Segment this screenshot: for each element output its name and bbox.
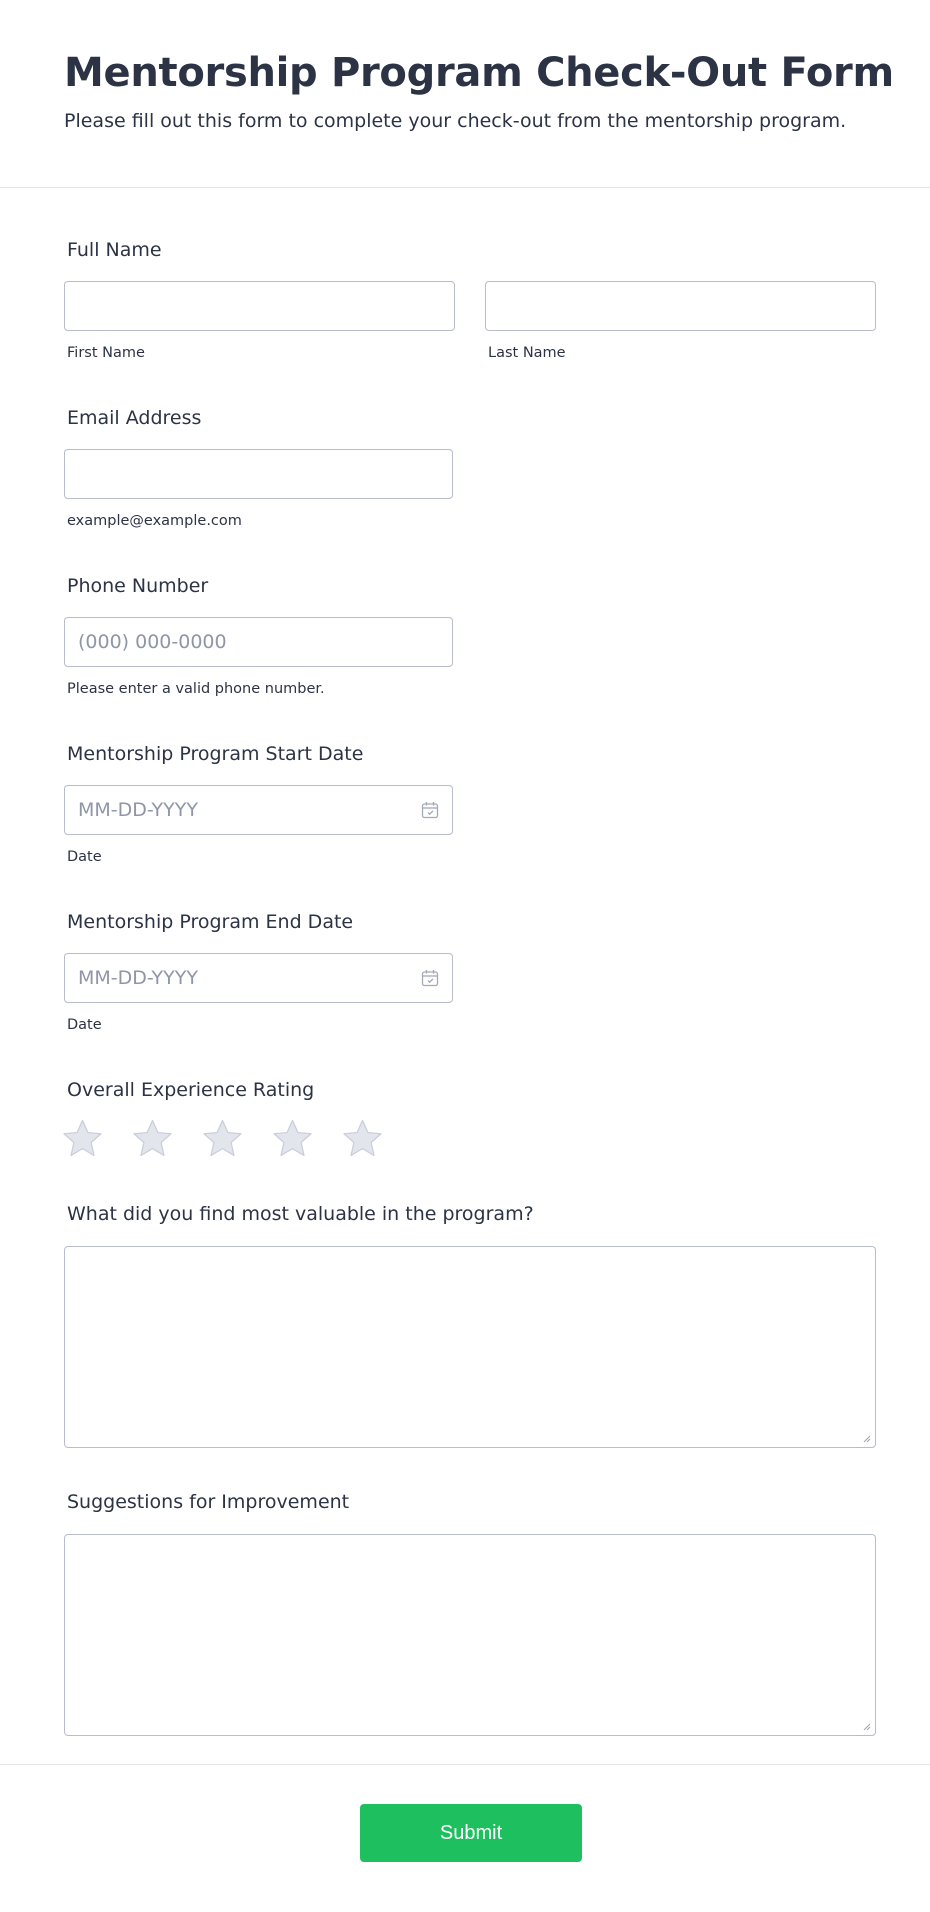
last-name-input[interactable] [485,281,876,331]
submit-button[interactable]: Submit [360,1804,582,1862]
star-icon[interactable] [202,1118,243,1159]
form-header [0,0,930,188]
resize-handle-icon[interactable] [862,1434,871,1443]
rating-label: Overall Experience Rating [67,1079,315,1101]
start-date-placeholder: MM-DD-YYYY [78,799,198,821]
phone-sublabel: Please enter a valid phone number. [67,681,325,697]
start-date-input[interactable] [64,785,453,835]
phone-placeholder: (000) 000-0000 [78,631,227,653]
calendar-icon[interactable] [421,801,439,819]
end-date-placeholder: MM-DD-YYYY [78,967,198,989]
star-rating [62,1118,383,1159]
form-subtitle: Please fill out this form to complete your check-out from the mentorship program. [64,110,847,132]
first-name-input[interactable] [64,281,455,331]
resize-handle-icon[interactable] [862,1722,871,1731]
star-icon[interactable] [62,1118,103,1159]
full-name-label: Full Name [67,239,162,261]
first-name-sublabel: First Name [67,345,145,361]
footer-divider [0,1764,930,1765]
valuable-label: What did you find most valuable in the program? [67,1203,534,1225]
phone-input[interactable] [64,617,453,667]
email-sublabel: example@example.com [67,513,242,529]
form-title: Mentorship Program Check-Out Form [64,50,894,96]
start-date-sublabel: Date [67,849,102,865]
suggestions-label: Suggestions for Improvement [67,1491,350,1513]
end-date-label: Mentorship Program End Date [67,911,354,933]
star-icon[interactable] [272,1118,313,1159]
end-date-input[interactable] [64,953,453,1003]
suggestions-textarea[interactable] [64,1534,876,1736]
valuable-textarea[interactable] [64,1246,876,1448]
email-input[interactable] [64,449,453,499]
star-icon[interactable] [132,1118,173,1159]
start-date-label: Mentorship Program Start Date [67,743,364,765]
calendar-icon[interactable] [421,969,439,987]
last-name-sublabel: Last Name [488,345,566,361]
end-date-sublabel: Date [67,1017,102,1033]
phone-label: Phone Number [67,575,209,597]
star-icon[interactable] [342,1118,383,1159]
email-label: Email Address [67,407,202,429]
